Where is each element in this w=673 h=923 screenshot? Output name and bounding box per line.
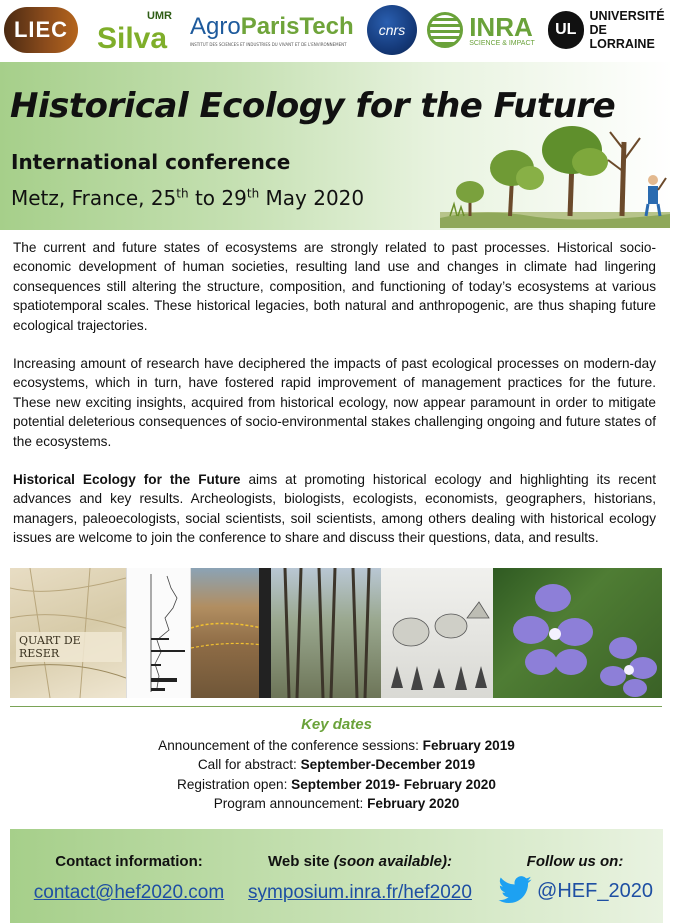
- twitter-handle: @HEF_2020: [537, 879, 653, 902]
- follow-title: Follow us on:: [526, 853, 624, 870]
- inra-logo: [427, 6, 535, 54]
- twitter-bird-icon: [497, 876, 533, 906]
- contact-title: Contact information:: [55, 853, 203, 870]
- universite-de-lorraine-logo: [548, 6, 670, 54]
- website-section: [244, 829, 476, 923]
- inra-logo-subtitle: SCIENCE & IMPACT: [469, 39, 535, 47]
- ul-logo-line1: UNIVERSITÉ: [589, 9, 665, 23]
- description-text: [13, 238, 656, 567]
- ul-emblem-icon: UL: [548, 11, 584, 49]
- agroparistech-subtitle: INSTITUT DES SCIENCES ET INDUSTRIES DU VIVANT ET DE L'ENVIRONNEMENT: [190, 41, 347, 47]
- inra-logo-text: INRA: [469, 11, 533, 42]
- paragraph-2: Increasing amount of research have deciphered the impacts of past ecological processes on modern-day ecosystems, which in turn, have fostered rapid improvement of management practices for the future. These new exciting insights, acquired from historical ecology, now appear paramount in order to mitigate potential deleterious consequences of socio-environmental stakes challenging ongoing and future states of the ecosystems.: [13, 356, 656, 449]
- key-date-row: Program announcement: February 2020: [213, 796, 460, 812]
- agroparistech-logo-text-b: ParisTech: [240, 12, 354, 40]
- twitter-link[interactable]: [490, 876, 660, 906]
- silva-umr-text: UMR: [146, 10, 172, 22]
- key-dates-list: [0, 736, 673, 814]
- silva-logo: [90, 6, 174, 54]
- contact-email-link[interactable]: contact@hef2020.com: [33, 882, 225, 903]
- title-banner: [0, 62, 673, 230]
- cnrs-logo-text: cnrs: [378, 22, 406, 38]
- ul-logo-line2: DE LORRAINE: [589, 23, 655, 51]
- paragraph-1: The current and future states of ecosystems are strongly related to past processes. Historical socio-economic development of human societies, resulting land use and changes in climate had lingering consequences still altering the structure, composition, and functioning of today’s ecosystems at various spatiotemporal scales. These historical legacies, both natural and anthropogenic, are thus shaping future ecological trajectories.: [13, 240, 656, 333]
- conference-subtitle: International conference: [11, 150, 291, 174]
- conference-name-bold: Historical Ecology for the Future: [13, 472, 241, 488]
- soil-profile-image: [191, 568, 271, 698]
- conference-title: Historical Ecology for the Future: [10, 86, 616, 126]
- photo-strip: [10, 568, 662, 698]
- historical-map-image: [10, 568, 126, 698]
- key-date-row: Announcement of the conference sessions: February 2019: [158, 738, 515, 753]
- periwinkle-flower-image: [493, 568, 662, 698]
- pollen-diagram-image: [126, 568, 192, 698]
- liec-logo-text: LIEC: [13, 17, 69, 42]
- conference-location-dates: Metz, France, 25th to 29th May 2020: [11, 186, 365, 210]
- partner-logos: [0, 0, 673, 60]
- paragraph-3: [13, 470, 656, 548]
- section-divider: [10, 706, 662, 707]
- map-label: QUART DE RESER: [16, 632, 122, 662]
- agroparistech-logo-text-a: Agro: [190, 12, 241, 40]
- silva-logo-text: Silva: [96, 22, 168, 55]
- liec-logo: [4, 7, 78, 53]
- forest-trees-image: [271, 568, 381, 698]
- historical-engraving-image: [381, 568, 493, 698]
- cnrs-logo: [367, 5, 417, 55]
- contact-section: [24, 829, 234, 923]
- website-title: Web site (soon available):: [268, 853, 452, 870]
- trees-illustration-icon: [440, 120, 670, 228]
- key-dates-title: Key dates: [301, 716, 372, 733]
- key-date-row: Registration open: September 2019- February 2020: [177, 776, 496, 792]
- social-section: [490, 829, 660, 923]
- key-date-row: Call for abstract: September-December 2019: [197, 757, 476, 773]
- website-link[interactable]: symposium.inra.fr/hef2020: [248, 882, 472, 903]
- agroparistech-logo: [190, 6, 352, 54]
- paragraph-3-rest: aims at promoting historical ecology and highlighting its recent advances and key results. Archeologists, biologists, ecologists, economists, geographers, historians, managers, paleoecologists, social scientists, soil scientists, among others dealing with historical ecology issues are welcome to join the conference to share and discuss their questions, data, and results.: [13, 472, 657, 546]
- inra-emblem-icon: [427, 12, 463, 48]
- contact-footer: [10, 829, 663, 923]
